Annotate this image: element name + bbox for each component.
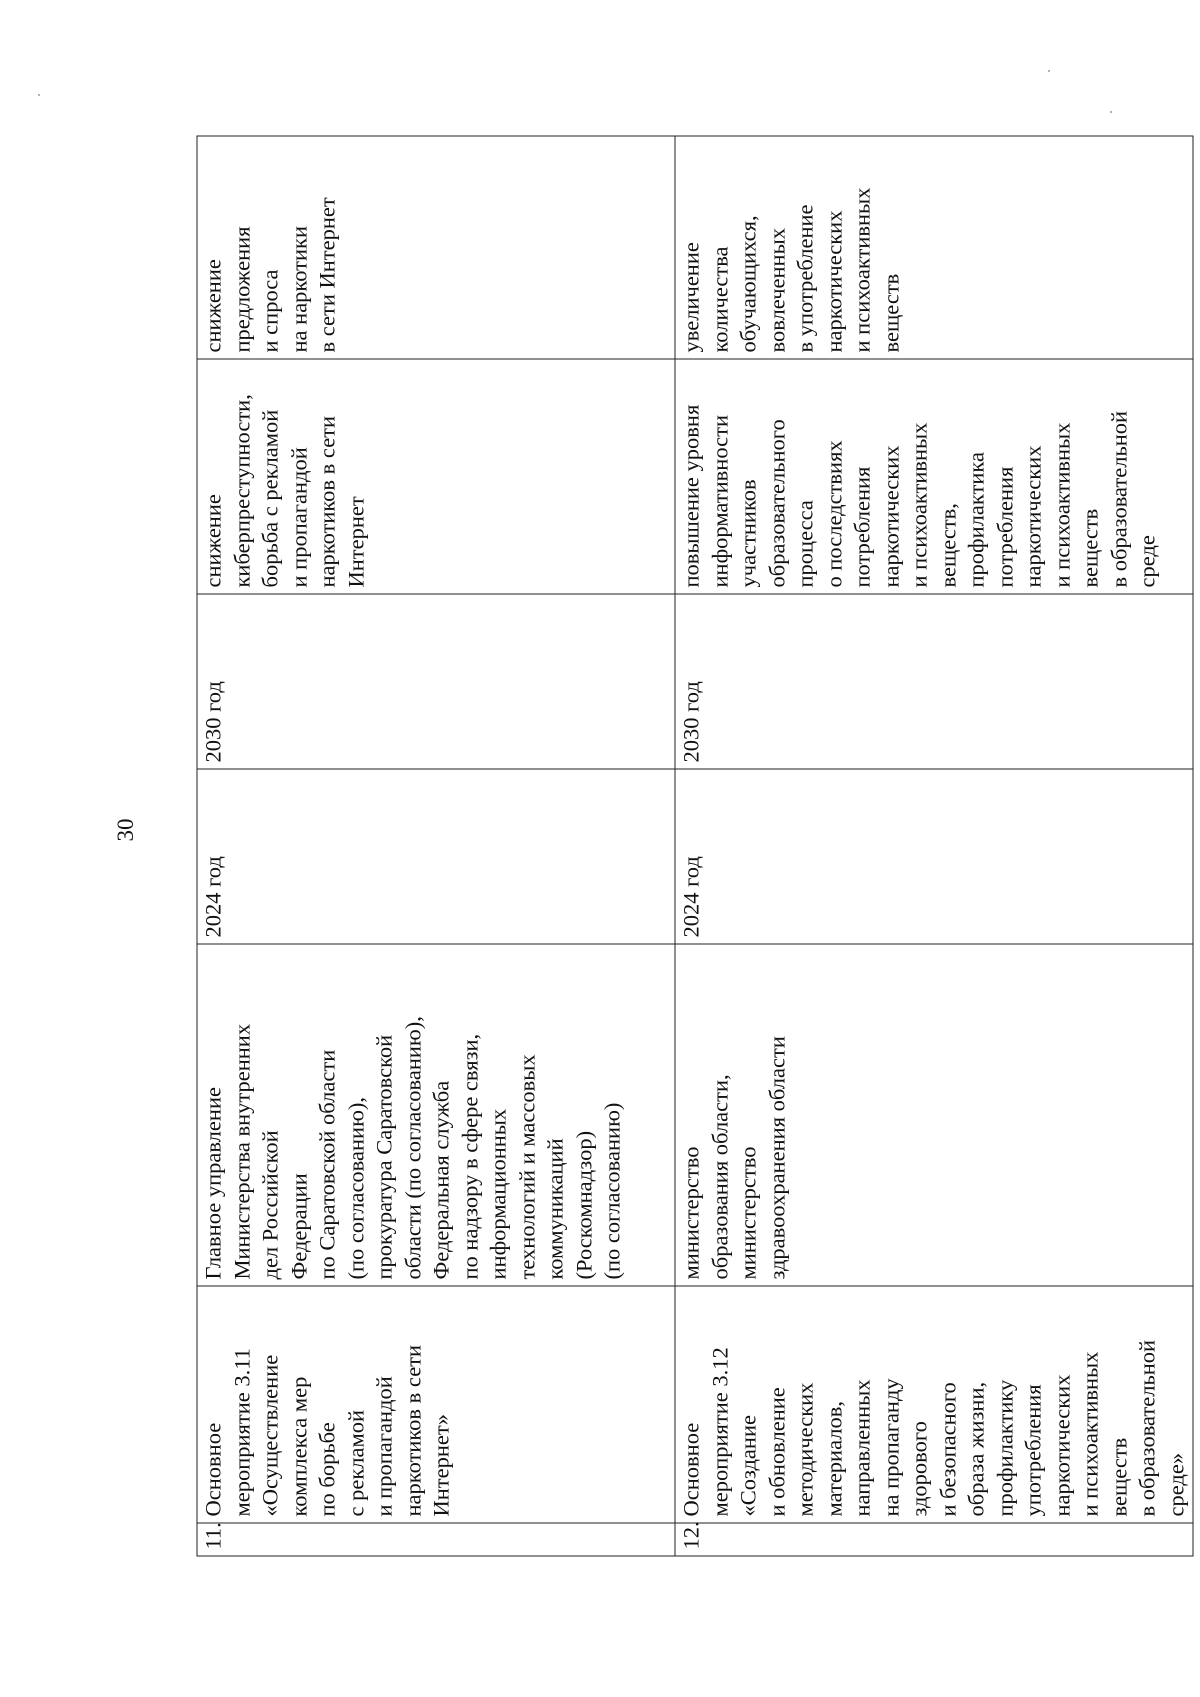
effect-text: снижение предложения и спроса на наркотики в сети Интернет — [200, 196, 339, 352]
event-name: Основное мероприятие 3.12 «Создание и обновление методических материалов, направленных на пропаганду здорового и безопасного образа жизни, профилактику употребления наркотических и психоактивных веществ в образовательной среде» — [678, 1339, 1188, 1516]
row-number-cell — [675, 1520, 1193, 1556]
result-cell — [675, 359, 1193, 594]
expected-result: снижение киберпреступности, борьба с рекламой и пропагандой наркотиков в сети Интернет — [200, 393, 368, 587]
executor-text: министерство образования области, министерство здравоохранения области — [678, 1035, 789, 1279]
start-year: 2024 год — [678, 855, 703, 937]
executor-cell — [197, 944, 675, 1286]
start-year-cell — [675, 769, 1193, 944]
row-number: 12. — [678, 1520, 703, 1549]
result-cell — [197, 359, 675, 594]
effect-cell — [197, 136, 675, 359]
scan-speck — [1110, 111, 1112, 113]
expected-result: повышение уровня информативности участников образовательного процесса о последствиях потребления наркотических и психоактивных веществ, профилактика потребления наркотических и психоактивных веществ в образовательной среде — [678, 404, 1159, 587]
scan-speck — [1048, 70, 1050, 72]
row-number-cell — [197, 1523, 675, 1556]
event-cell — [197, 1286, 675, 1523]
executor-text: Главное управление Министерства внутренних дел Российской Федерации по Саратовской области (по согласованию), прокуратура Саратовской области (по согласованию), Федеральная служба по надзору в сфере связи, информационных технологий и массовых коммуникаций (Роскомнадзор) (по согласованию) — [200, 1015, 624, 1279]
effect-text: увеличение количества обучающихся, вовлеченных в употребление наркотических и психоактивных веществ — [678, 187, 903, 352]
program-events-table — [196, 135, 1193, 1556]
event-cell — [675, 1286, 1193, 1523]
table-row — [197, 136, 675, 1556]
scan-speck — [38, 94, 40, 96]
rotated-table-inner — [196, 136, 1188, 1556]
end-year: 2030 год — [678, 680, 703, 762]
table-row — [675, 136, 1193, 1556]
end-year-cell — [675, 594, 1193, 769]
effect-cell — [675, 136, 1193, 359]
start-year-cell — [197, 769, 675, 944]
rotated-table-wrapper — [196, 136, 1188, 1556]
event-name: Основное мероприятие 3.11 «Осуществление комплекса мер по борьбе с рекламой и пропагандой наркотиков в сети Интернет» — [200, 1344, 453, 1516]
executor-cell — [675, 944, 1193, 1286]
row-number: 11. — [200, 1521, 225, 1549]
end-year: 2030 год — [200, 680, 225, 762]
page-number: 30 — [113, 818, 138, 842]
end-year-cell — [197, 594, 675, 769]
start-year: 2024 год — [200, 855, 225, 937]
